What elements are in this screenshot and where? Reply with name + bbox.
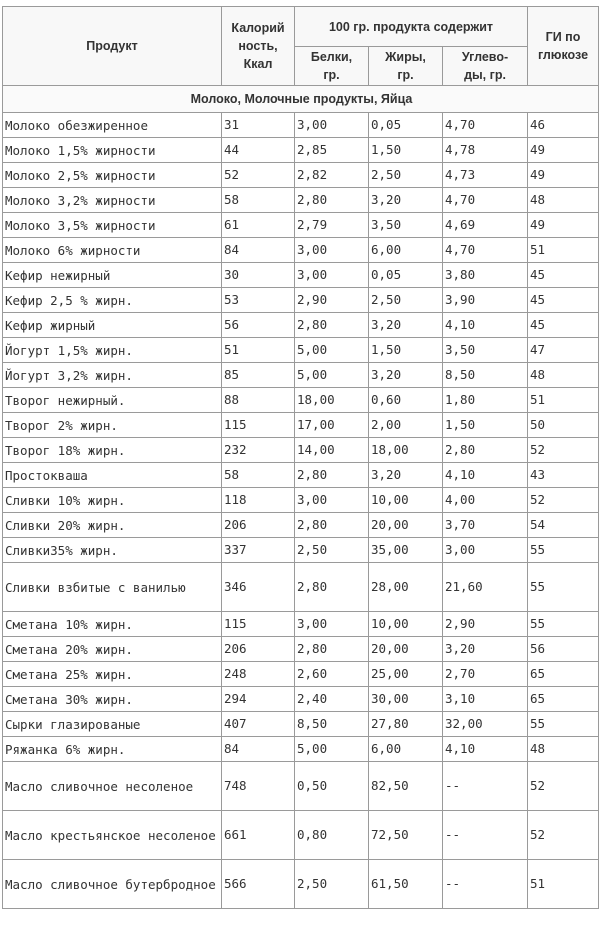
cell-protein: 17,00 — [295, 413, 369, 438]
cell-gi: 45 — [528, 313, 599, 338]
cell-kcal: 206 — [222, 513, 295, 538]
cell-gi: 52 — [528, 488, 599, 513]
header-fat-line1: Жиры, — [385, 50, 426, 64]
section-title: Молоко, Молочные продукты, Яйца — [3, 86, 599, 113]
cell-gi: 55 — [528, 538, 599, 563]
cell-name: Сливки35% жирн. — [3, 538, 222, 563]
cell-kcal: 748 — [222, 762, 295, 811]
cell-fat: 2,50 — [369, 288, 443, 313]
cell-kcal: 407 — [222, 712, 295, 737]
cell-fat: 10,00 — [369, 612, 443, 637]
nutrition-table — [2, 6, 599, 909]
table-row — [3, 612, 599, 637]
cell-protein: 3,00 — [295, 113, 369, 138]
cell-fat: 72,50 — [369, 811, 443, 860]
cell-name: Масло сливочное бутербродное — [3, 860, 222, 909]
table-row — [3, 138, 599, 163]
cell-protein: 2,80 — [295, 637, 369, 662]
cell-kcal: 337 — [222, 538, 295, 563]
cell-name: Простокваша — [3, 463, 222, 488]
cell-carbs: 4,70 — [443, 188, 528, 213]
cell-kcal: 61 — [222, 213, 295, 238]
cell-protein: 2,80 — [295, 513, 369, 538]
cell-fat: 6,00 — [369, 238, 443, 263]
cell-protein: 2,60 — [295, 662, 369, 687]
cell-protein: 2,90 — [295, 288, 369, 313]
cell-kcal: 44 — [222, 138, 295, 163]
cell-name: Молоко обезжиренное — [3, 113, 222, 138]
cell-name: Сливки 20% жирн. — [3, 513, 222, 538]
header-product: Продукт — [3, 7, 222, 86]
cell-name: Молоко 3,2% жирности — [3, 188, 222, 213]
header-carbs-line2: ды, гр. — [464, 68, 506, 82]
cell-kcal: 52 — [222, 163, 295, 188]
cell-kcal: 85 — [222, 363, 295, 388]
cell-kcal: 51 — [222, 338, 295, 363]
cell-protein: 3,00 — [295, 263, 369, 288]
cell-gi: 52 — [528, 762, 599, 811]
cell-name: Творог 18% жирн. — [3, 438, 222, 463]
table-row — [3, 513, 599, 538]
cell-name: Сметана 10% жирн. — [3, 612, 222, 637]
cell-carbs: 1,50 — [443, 413, 528, 438]
cell-carbs: 4,10 — [443, 313, 528, 338]
cell-carbs: 3,20 — [443, 637, 528, 662]
table-row — [3, 263, 599, 288]
cell-protein: 0,50 — [295, 762, 369, 811]
cell-kcal: 115 — [222, 413, 295, 438]
table-row — [3, 113, 599, 138]
header-fat-line2: гр. — [397, 68, 414, 82]
cell-fat: 30,00 — [369, 687, 443, 712]
cell-name: Сырки глазированые — [3, 712, 222, 737]
cell-gi: 45 — [528, 263, 599, 288]
cell-name: Кефир нежирный — [3, 263, 222, 288]
header-gi-line2: глюкозе — [537, 48, 589, 62]
cell-name: Сливки взбитые с ванилью — [3, 563, 222, 612]
cell-carbs: 4,00 — [443, 488, 528, 513]
cell-carbs: -- — [443, 811, 528, 860]
cell-kcal: 248 — [222, 662, 295, 687]
cell-fat: 1,50 — [369, 138, 443, 163]
cell-protein: 2,50 — [295, 860, 369, 909]
section-row — [3, 86, 599, 113]
cell-gi: 43 — [528, 463, 599, 488]
table-row — [3, 662, 599, 687]
cell-fat: 6,00 — [369, 737, 443, 762]
table-row — [3, 363, 599, 388]
cell-carbs: 4,73 — [443, 163, 528, 188]
cell-gi: 46 — [528, 113, 599, 138]
cell-fat: 0,05 — [369, 113, 443, 138]
cell-gi: 55 — [528, 563, 599, 612]
cell-kcal: 206 — [222, 637, 295, 662]
cell-fat: 3,20 — [369, 463, 443, 488]
cell-kcal: 232 — [222, 438, 295, 463]
cell-carbs: 3,70 — [443, 513, 528, 538]
cell-carbs: 3,90 — [443, 288, 528, 313]
table-row — [3, 687, 599, 712]
table-row — [3, 737, 599, 762]
cell-carbs: 4,10 — [443, 463, 528, 488]
table-row — [3, 438, 599, 463]
table-row — [3, 188, 599, 213]
cell-protein: 14,00 — [295, 438, 369, 463]
cell-fat: 61,50 — [369, 860, 443, 909]
header-calories-line1: Калорий — [231, 21, 285, 35]
cell-kcal: 56 — [222, 313, 295, 338]
cell-fat: 3,20 — [369, 313, 443, 338]
cell-carbs: 2,80 — [443, 438, 528, 463]
table-row — [3, 213, 599, 238]
cell-carbs: 21,60 — [443, 563, 528, 612]
cell-name: Ряжанка 6% жирн. — [3, 737, 222, 762]
table-row — [3, 388, 599, 413]
cell-gi: 65 — [528, 687, 599, 712]
cell-protein: 2,80 — [295, 563, 369, 612]
header-row-1 — [3, 7, 599, 47]
cell-gi: 48 — [528, 737, 599, 762]
cell-protein: 2,80 — [295, 188, 369, 213]
cell-kcal: 294 — [222, 687, 295, 712]
cell-carbs: 3,50 — [443, 338, 528, 363]
table-row — [3, 463, 599, 488]
header-protein — [295, 47, 369, 86]
table-row — [3, 288, 599, 313]
cell-gi: 54 — [528, 513, 599, 538]
cell-name: Молоко 1,5% жирности — [3, 138, 222, 163]
cell-carbs: 2,90 — [443, 612, 528, 637]
table-row — [3, 238, 599, 263]
cell-kcal: 58 — [222, 463, 295, 488]
cell-protein: 2,50 — [295, 538, 369, 563]
cell-protein: 8,50 — [295, 712, 369, 737]
cell-carbs: 3,00 — [443, 538, 528, 563]
cell-protein: 5,00 — [295, 338, 369, 363]
cell-fat: 1,50 — [369, 338, 443, 363]
table-row — [3, 163, 599, 188]
cell-carbs: -- — [443, 860, 528, 909]
cell-fat: 27,80 — [369, 712, 443, 737]
cell-name: Молоко 6% жирности — [3, 238, 222, 263]
cell-carbs: 32,00 — [443, 712, 528, 737]
cell-fat: 20,00 — [369, 513, 443, 538]
cell-carbs: 3,80 — [443, 263, 528, 288]
cell-name: Молоко 3,5% жирности — [3, 213, 222, 238]
cell-protein: 2,40 — [295, 687, 369, 712]
cell-gi: 65 — [528, 662, 599, 687]
cell-protein: 2,85 — [295, 138, 369, 163]
header-protein-line2: гр. — [323, 68, 340, 82]
table-row — [3, 313, 599, 338]
header-gi — [528, 7, 599, 86]
cell-carbs: 4,10 — [443, 737, 528, 762]
cell-gi: 49 — [528, 138, 599, 163]
cell-kcal: 88 — [222, 388, 295, 413]
cell-fat: 0,60 — [369, 388, 443, 413]
cell-carbs: 4,78 — [443, 138, 528, 163]
cell-protein: 3,00 — [295, 238, 369, 263]
cell-protein: 3,00 — [295, 612, 369, 637]
cell-kcal: 115 — [222, 612, 295, 637]
cell-fat: 18,00 — [369, 438, 443, 463]
cell-gi: 47 — [528, 338, 599, 363]
cell-protein: 5,00 — [295, 363, 369, 388]
header-fat — [369, 47, 443, 86]
cell-kcal: 661 — [222, 811, 295, 860]
cell-gi: 52 — [528, 438, 599, 463]
cell-carbs: 4,69 — [443, 213, 528, 238]
cell-kcal: 31 — [222, 113, 295, 138]
cell-protein: 2,82 — [295, 163, 369, 188]
cell-protein: 5,00 — [295, 737, 369, 762]
header-carbs-line1: Углево- — [461, 50, 509, 64]
table-row — [3, 762, 599, 811]
cell-protein: 2,79 — [295, 213, 369, 238]
cell-fat: 35,00 — [369, 538, 443, 563]
cell-carbs: 2,70 — [443, 662, 528, 687]
cell-gi: 55 — [528, 712, 599, 737]
header-gi-line1: ГИ по — [545, 30, 581, 44]
cell-gi: 45 — [528, 288, 599, 313]
cell-name: Йогурт 3,2% жирн. — [3, 363, 222, 388]
cell-kcal: 84 — [222, 737, 295, 762]
cell-gi: 56 — [528, 637, 599, 662]
cell-gi: 52 — [528, 811, 599, 860]
cell-fat: 82,50 — [369, 762, 443, 811]
cell-name: Масло крестьянское несоленое — [3, 811, 222, 860]
table-row — [3, 413, 599, 438]
cell-gi: 50 — [528, 413, 599, 438]
cell-name: Кефир 2,5 % жирн. — [3, 288, 222, 313]
cell-fat: 3,20 — [369, 363, 443, 388]
cell-kcal: 30 — [222, 263, 295, 288]
cell-carbs: 8,50 — [443, 363, 528, 388]
cell-gi: 48 — [528, 188, 599, 213]
header-protein-line1: Белки, — [310, 50, 353, 64]
cell-kcal: 53 — [222, 288, 295, 313]
cell-kcal: 346 — [222, 563, 295, 612]
cell-protein: 3,00 — [295, 488, 369, 513]
cell-fat: 2,50 — [369, 163, 443, 188]
cell-gi: 49 — [528, 213, 599, 238]
header-carbs — [443, 47, 528, 86]
cell-gi: 48 — [528, 363, 599, 388]
cell-name: Сметана 25% жирн. — [3, 662, 222, 687]
cell-carbs: 1,80 — [443, 388, 528, 413]
cell-carbs: 4,70 — [443, 238, 528, 263]
header-calories-line2: ность, — [238, 39, 278, 53]
cell-gi: 51 — [528, 238, 599, 263]
cell-name: Творог нежирный. — [3, 388, 222, 413]
header-calories-line3: Ккал — [243, 57, 273, 71]
cell-name: Йогурт 1,5% жирн. — [3, 338, 222, 363]
cell-name: Сметана 30% жирн. — [3, 687, 222, 712]
cell-name: Кефир жирный — [3, 313, 222, 338]
cell-name: Сливки 10% жирн. — [3, 488, 222, 513]
table-body — [3, 86, 599, 909]
cell-kcal: 566 — [222, 860, 295, 909]
cell-fat: 0,05 — [369, 263, 443, 288]
cell-name: Творог 2% жирн. — [3, 413, 222, 438]
cell-carbs: 4,70 — [443, 113, 528, 138]
cell-carbs: 3,10 — [443, 687, 528, 712]
header-group: 100 гр. продукта содержит — [295, 7, 528, 47]
header-calories — [222, 7, 295, 86]
table-row — [3, 563, 599, 612]
cell-gi: 49 — [528, 163, 599, 188]
cell-fat: 20,00 — [369, 637, 443, 662]
cell-gi: 55 — [528, 612, 599, 637]
cell-fat: 3,20 — [369, 188, 443, 213]
table-row — [3, 538, 599, 563]
cell-name: Масло сливочное несоленое — [3, 762, 222, 811]
cell-carbs: -- — [443, 762, 528, 811]
table-row — [3, 338, 599, 363]
cell-name: Молоко 2,5% жирности — [3, 163, 222, 188]
cell-kcal: 58 — [222, 188, 295, 213]
cell-fat: 25,00 — [369, 662, 443, 687]
cell-fat: 10,00 — [369, 488, 443, 513]
cell-protein: 0,80 — [295, 811, 369, 860]
cell-kcal: 84 — [222, 238, 295, 263]
cell-protein: 2,80 — [295, 463, 369, 488]
table-row — [3, 860, 599, 909]
table-row — [3, 811, 599, 860]
cell-protein: 2,80 — [295, 313, 369, 338]
table-row — [3, 712, 599, 737]
cell-protein: 18,00 — [295, 388, 369, 413]
cell-fat: 3,50 — [369, 213, 443, 238]
table-row — [3, 488, 599, 513]
cell-name: Сметана 20% жирн. — [3, 637, 222, 662]
cell-kcal: 118 — [222, 488, 295, 513]
cell-fat: 2,00 — [369, 413, 443, 438]
cell-gi: 51 — [528, 388, 599, 413]
table-row — [3, 637, 599, 662]
cell-gi: 51 — [528, 860, 599, 909]
cell-fat: 28,00 — [369, 563, 443, 612]
